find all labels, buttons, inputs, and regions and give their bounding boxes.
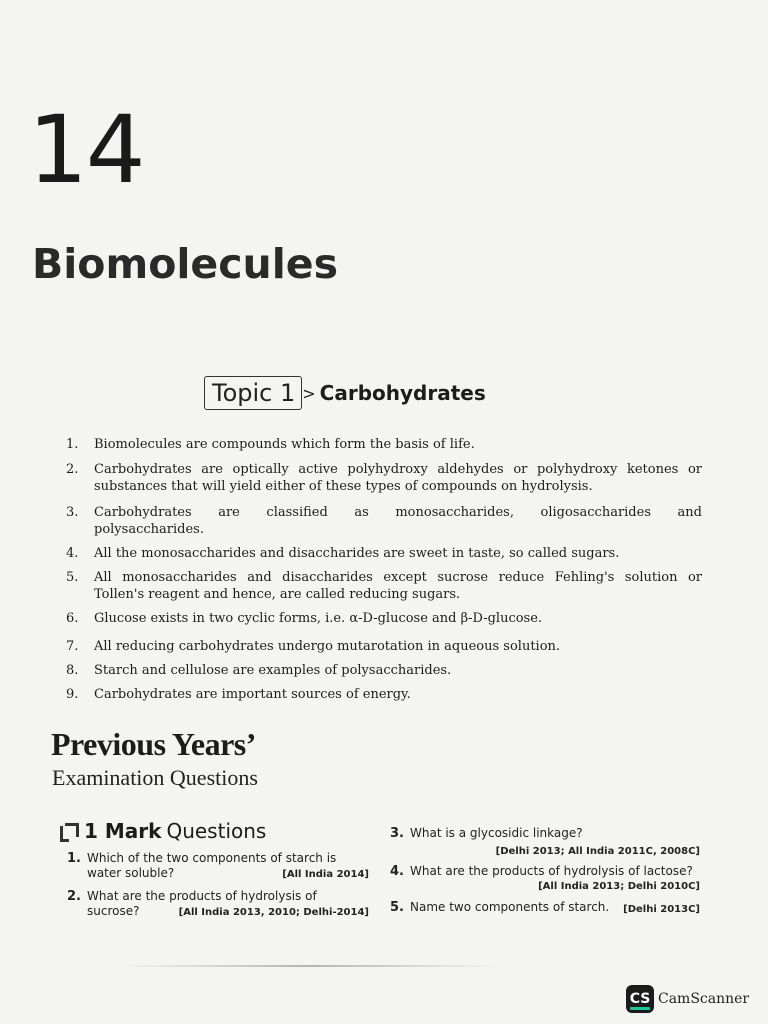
question-source: [Delhi 2013C]: [623, 904, 700, 915]
question-source: [All India 2014]: [282, 869, 369, 880]
question-item: 2. What are the products of hydrolysis of sucrose? [All India 2013, 2010; Delhi-2014]: [67, 889, 369, 918]
camscanner-logo-icon: CS: [626, 985, 654, 1013]
list-item: 9. Carbohydrates are important sources of energy.: [66, 687, 411, 702]
question-item: 1. Which of the two components of starch is water soluble? [All India 2014]: [67, 851, 369, 880]
topic-heading: [204, 376, 486, 410]
list-item: 7. All reducing carbohydrates undergo mutarotation in aqueous solution.: [66, 639, 561, 654]
list-item: 1. Biomolecules are compounds which form the basis of life.: [66, 437, 475, 452]
question-source: [All India 2013; Delhi 2010C]: [538, 881, 700, 892]
mark-section-heading: [60, 819, 266, 843]
list-item: 4. All the monosaccharides and disaccharides are sweet in taste, so called sugars.: [66, 546, 620, 561]
chapter-title: Biomolecules: [32, 240, 338, 288]
question-source: [Delhi 2013; All India 2011C, 2008C]: [495, 846, 700, 857]
question-item: 3. What is a glycosidic linkage? [Delhi 2013; All India 2011C, 2008C]: [390, 826, 700, 857]
chapter-number: 14: [28, 96, 144, 205]
question-source: [All India 2013, 2010; Delhi-2014]: [178, 907, 369, 918]
watermark-text: CamScanner: [658, 991, 750, 1007]
question-item: 4. What are the products of hydrolysis of lactose? [All India 2013; Delhi 2010C]: [390, 864, 700, 892]
question-item: 5. Name two components of starch. [Delhi 2013C]: [390, 900, 700, 915]
corner-bracket-icon: [60, 821, 78, 841]
topic-title: Carbohydrates: [319, 381, 486, 405]
previous-years-title: Previous Years’: [51, 726, 256, 762]
list-item: 6. Glucose exists in two cyclic forms, i.e. α-D-glucose and β-D-glucose.: [66, 611, 543, 626]
chevron-right-icon: >: [302, 383, 316, 403]
previous-years-subtitle: Examination Questions: [52, 765, 258, 790]
mark-label: 1 Mark: [84, 819, 162, 843]
list-item: 3. Carbohydrates are classified as monosaccharides, oligosaccharides and polysaccharides.: [66, 505, 702, 537]
topic-label: Topic 1: [204, 376, 302, 410]
page-divider: [120, 965, 500, 967]
list-item: 2. Carbohydrates are optically active polyhydroxy aldehydes or polyhydroxy ketones or substances that will yield either of these types of compounds on hydrolysis.: [66, 462, 702, 494]
mark-section-label: Questions: [166, 819, 267, 843]
list-item: 8. Starch and cellulose are examples of polysaccharides.: [66, 663, 452, 678]
camscanner-watermark: [626, 985, 749, 1013]
list-item: 5. All monosaccharides and disaccharides except sucrose reduce Fehling's solution or Tollen's reagent and hence, are called reducing sugars.: [66, 570, 702, 602]
